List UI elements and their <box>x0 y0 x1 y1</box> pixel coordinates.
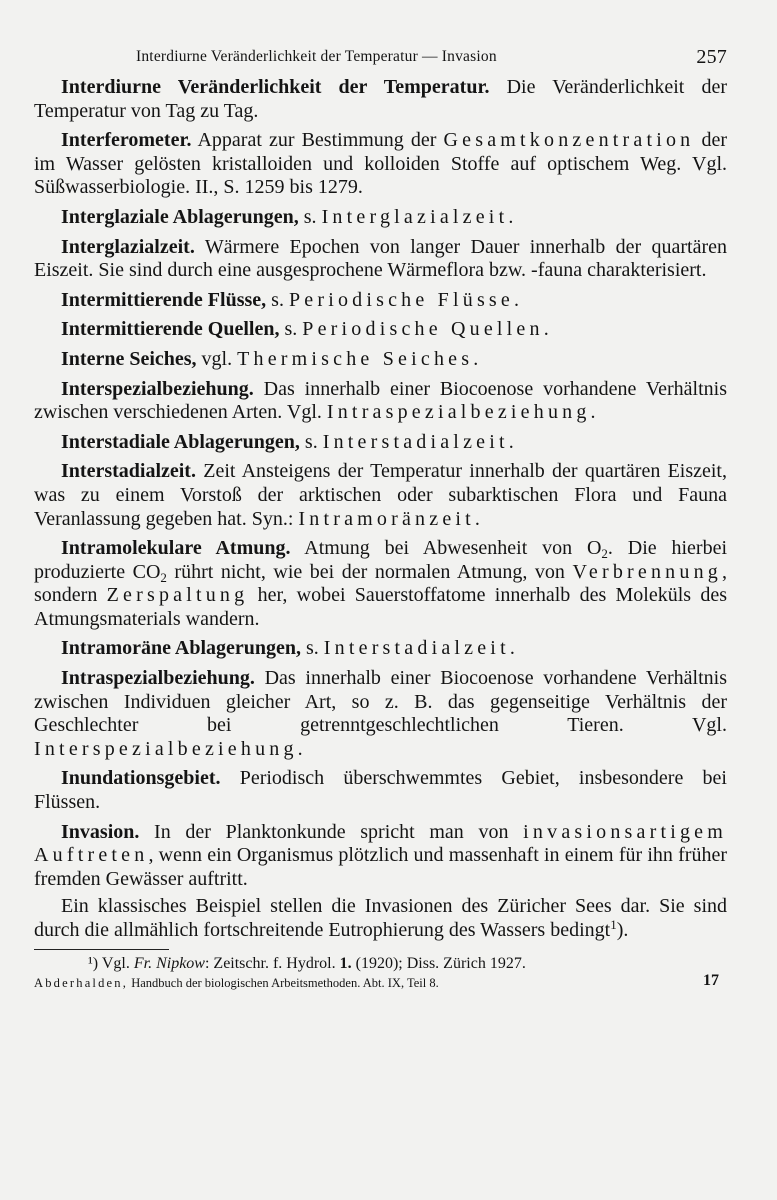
imprint-line <box>34 971 727 996</box>
entry-intermittierende-fluesse <box>34 289 727 313</box>
cross-reference: Interglazialzeit. <box>321 205 518 228</box>
entry-term: Intramoräne Ablagerungen, <box>61 637 301 660</box>
entry-interstadiale-ablagerungen <box>34 431 727 455</box>
entry-text: , wenn ein Organismus plötzlich und massenhaft in einem für ihn früher fremden Gewässer auftritt. <box>34 844 727 890</box>
spaced-term: invasionsartigem Auftreten <box>34 820 727 867</box>
entry-interstadialzeit <box>34 460 727 531</box>
entry-intraspezialbeziehung <box>34 667 727 761</box>
entry-interglaziale-ablagerungen <box>34 206 727 230</box>
entry-text: vgl. <box>196 347 238 370</box>
spaced-term: Verbrennung <box>572 560 722 583</box>
running-title: Interdiurne Veränderlichkeit der Temperatur — Invasion <box>136 48 497 65</box>
entry-term: Interne Seiches, <box>61 347 197 370</box>
subscript: 2 <box>160 569 167 585</box>
entry-term: Intermittierende Quellen, <box>61 318 280 341</box>
imprint-author: Abderhalden, <box>34 975 129 990</box>
cross-reference: Periodische Flüsse. <box>288 288 524 311</box>
entry-term: Interglaziale Ablagerungen, <box>61 205 299 228</box>
footnote-rule <box>34 949 169 950</box>
entry-interglazialzeit <box>34 236 727 283</box>
footnote-text: Vgl. <box>98 954 134 972</box>
entry-text: rührt nicht, wie bei der normalen Atmung, von <box>166 560 573 583</box>
cross-reference: Intramoränzeit. <box>298 507 485 530</box>
entry-text: s. <box>266 288 289 311</box>
entry-term: Intraspezialbeziehung. <box>61 667 255 690</box>
footnote-text: : Zeitschr. f. Hydrol. <box>204 954 340 972</box>
entry-term: Interstadialzeit. <box>61 460 196 483</box>
entry-text: her, wobei Sauerstoffatome innerhalb des Moleküls des Atmungsmaterials wandern. <box>34 584 727 630</box>
entry-text: In der Planktonkunde spricht man von <box>139 820 524 843</box>
cross-reference: Periodische Quellen. <box>302 318 553 341</box>
entry-term: Interdiurne Veränderlichkeit der Temperatur. <box>61 76 490 98</box>
footnote-volume: 1. <box>339 954 352 972</box>
cross-reference: Interstadialzeit. <box>322 430 518 453</box>
entry-text: Zeit Ansteigens der Temperatur innerhalb der quartären Eiszeit, was zu einem Vorstoß der arktischen oder subarktischen Flora und Fauna Veranlassung gegeben hat. Syn.: <box>34 460 727 530</box>
entry-interne-seiches <box>34 348 727 372</box>
subscript: 2 <box>601 546 608 562</box>
entry-text: Ein klassisches Beispiel stellen die Invasionen des Züricher Sees dar. Sie sind durch die allmählich fortschreitende Eutrophierung des Wassers bedingt <box>34 895 727 941</box>
entry-interspezialbeziehung <box>34 378 727 425</box>
entry-interferometer <box>34 129 727 200</box>
cross-reference: Interspezialbeziehung. <box>34 737 307 760</box>
entry-text: ). <box>616 919 629 941</box>
entry-term: Intermittierende Flüsse, <box>61 288 267 311</box>
entry-text: Das innerhalb einer Biocoenose vorhandene Verhältnis zwischen Individuen gleicher Art, so z. B. das gegenseitige Verhältnis der Geschlechter bei getrenntgeschlechtlichen Tieren. Vgl. <box>34 667 727 737</box>
cross-reference: Thermische Seiches. <box>237 347 483 370</box>
entry-term: Interstadiale Ablagerungen, <box>61 430 300 453</box>
entry-text: Das innerhalb einer Biocoenose vorhandene Verhältnis zwischen verschiedenen Arten. Vgl. <box>34 377 727 424</box>
entry-interdiurne-veraenderlichkeit <box>34 76 727 123</box>
entry-inundationsgebiet <box>34 767 727 814</box>
footnote <box>34 954 727 974</box>
spaced-term: Gesamtkonzentration <box>443 129 695 152</box>
entry-text: s. <box>301 637 324 660</box>
entry-text: Atmung bei Abwesenheit von O <box>290 537 602 560</box>
entry-text: , sondern <box>34 560 727 607</box>
entry-text: s. <box>299 430 323 453</box>
dictionary-body <box>34 76 727 943</box>
imprint-text: Handbuch der biologischen Arbeitsmethoden. Abt. IX, Teil 8. <box>128 975 439 990</box>
entry-invasion <box>34 821 727 892</box>
spaced-term: Zerspaltung <box>106 584 249 607</box>
entry-intramoraene-ablagerungen <box>34 637 727 661</box>
entry-term: Interglazialzeit. <box>61 235 195 258</box>
footnote-text: (1920); Diss. Zürich 1927. <box>351 954 526 972</box>
page-number: 257 <box>696 46 727 68</box>
signature-mark: 17 <box>703 971 719 989</box>
entry-text: Die Veränderlichkeit der Temperatur von Tag zu Tag. <box>34 76 727 122</box>
entry-text: s. <box>279 318 303 341</box>
footnote-author: Fr. Nipkow <box>133 954 205 972</box>
entry-text: . Die hierbei produzierte CO <box>34 537 728 583</box>
cross-reference: Intraspezialbeziehung. <box>326 401 600 424</box>
entry-text: Wärmere Epochen von langer Dauer innerhalb der quartären Eiszeit. Sie sind durch eine ausgesprochene Wärmeflora bzw. -fauna charakterisiert. <box>34 235 727 282</box>
entry-intramolekulare-atmung <box>34 537 727 631</box>
running-head <box>34 40 727 76</box>
footnote-number: ¹) <box>88 954 99 972</box>
entry-invasion-continued <box>34 895 727 942</box>
entry-term: Interspezialbeziehung. <box>61 377 254 400</box>
entry-term: Interferometer. <box>61 129 192 152</box>
entry-term: Invasion. <box>61 820 140 843</box>
entry-term: Intramolekulare Atmung. <box>61 537 291 560</box>
entry-text: s. <box>298 205 322 228</box>
footnote-marker: 1 <box>610 917 617 932</box>
entry-intermittierende-quellen <box>34 318 727 342</box>
entry-text: Periodisch überschwemmtes Gebiet, insbesondere bei Flüssen. <box>34 767 727 814</box>
entry-term: Inundationsgebiet. <box>61 767 221 790</box>
cross-reference: Interstadialzeit. <box>323 637 520 660</box>
entry-text: der im Wasser gelösten kristalloiden und kolloiden Stoffe auf optischem Weg. Vgl. Süßwasserbiologie. II., S. 1259 bis 1279. <box>34 129 727 199</box>
entry-text: Apparat zur Bestimmung der <box>191 129 444 152</box>
